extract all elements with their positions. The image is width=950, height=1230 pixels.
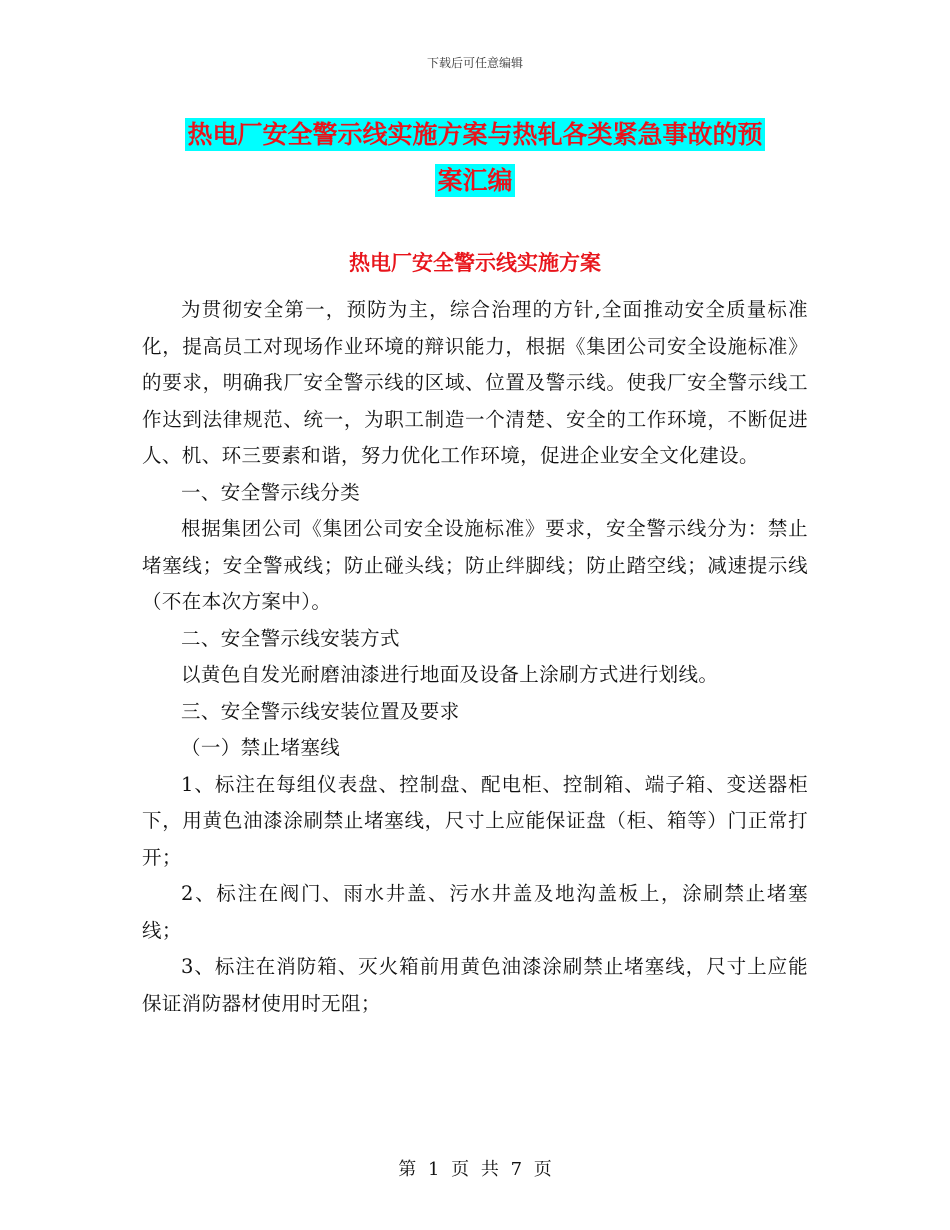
- header-note: 下载后可任意编辑: [426, 56, 523, 70]
- subheading-no-blocking: （一）禁止堵塞线: [181, 736, 341, 759]
- document-body: [142, 292, 808, 1022]
- heading-install-method: 二、安全警示线安装方式: [181, 626, 400, 650]
- heading-install-position: 三、安全警示线安装位置及要求: [181, 699, 460, 723]
- title-line-1: 热电厂安全警示线实施方案与热轧各类紧急事故的预: [187, 120, 763, 149]
- list-item-2: 2、标注在阀门、雨水井盖、污水井盖及地沟盖板上，涂刷禁止堵塞线；: [142, 882, 808, 942]
- paragraph-install-method: 以黄色自发光耐磨油漆进行地面及设备上涂刷方式进行划线。: [181, 663, 719, 686]
- list-item-3: 3、标注在消防箱、灭火箱前用黄色油漆涂刷禁止堵塞线，尺寸上应能保证消防器材使用时无阻；: [142, 955, 808, 1015]
- paragraph-intro: 为贯彻安全第一，预防为主，综合治理的方针,全面推动安全质量标准化，提高员工对现场作业环境的辩识能力，根据《集团公司安全设施标准》的要求，明确我厂安全警示线的区域、位置及警示线。使我厂安全警示线工作达到法律规范、统一，为职工制造一个清楚、安全的工作环境，不断促进人、机、环三要素和谐，努力优化工作环境，促进企业安全文化建设。: [142, 298, 808, 467]
- list-item-1: 1、标注在每组仪表盘、控制盘、配电柜、控制箱、端子箱、变送器柜下，用黄色油漆涂刷禁止堵塞线，尺寸上应能保证盘（柜、箱等）门正常打开；: [142, 772, 808, 869]
- paragraph-classification: 根据集团公司《集团公司安全设施标准》要求，安全警示线分为：禁止堵塞线；安全警戒线；防止碰头线；防止绊脚线；防止踏空线；减速提示线（不在本次方案中）。: [142, 517, 808, 613]
- page-footer: 第 1 页 共 7 页: [398, 1159, 552, 1180]
- section-title: 热电厂安全警示线实施方案: [349, 250, 601, 275]
- heading-classification: 一、安全警示线分类: [181, 480, 361, 504]
- title-line-2: 案汇编: [437, 166, 513, 195]
- document-title: [140, 112, 810, 204]
